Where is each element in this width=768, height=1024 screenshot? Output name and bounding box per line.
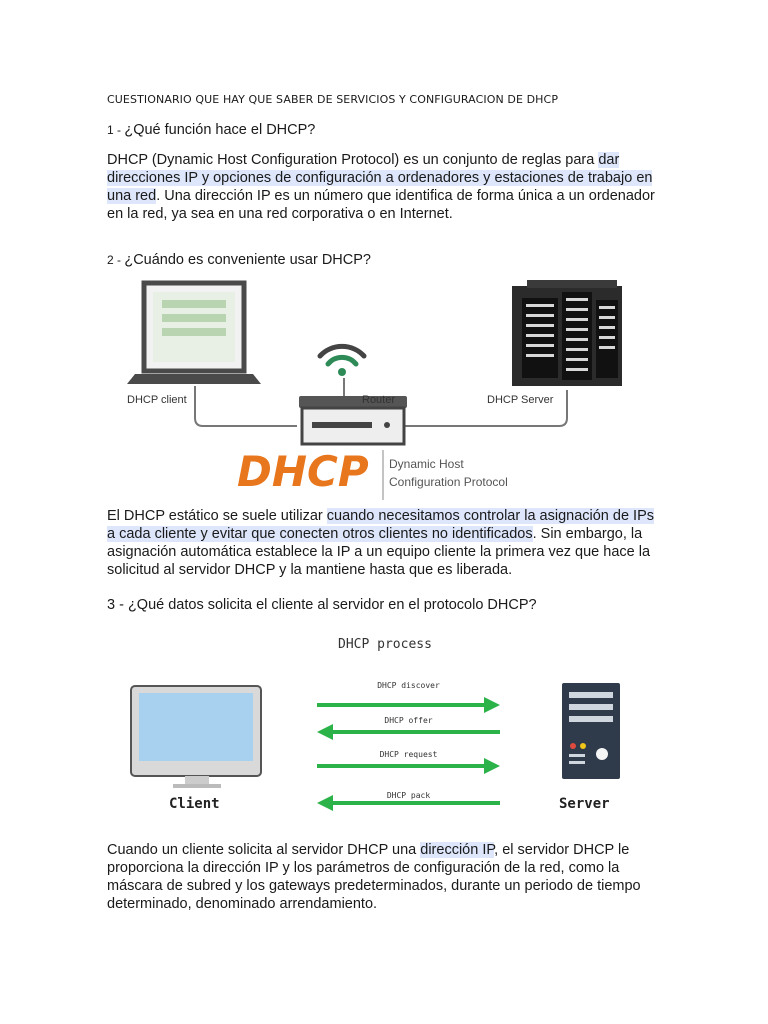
client-monitor-icon: [131, 686, 261, 788]
dhcp-step-label: DHCP discover: [377, 681, 440, 690]
dhcp-client-label: DHCP client: [127, 394, 187, 406]
question-1: [107, 122, 315, 138]
dhcp-message-arrows: [317, 681, 500, 811]
dhcp-step-arrow: [317, 750, 500, 774]
question-1-text: ¿Qué función hace el DHCP?: [124, 122, 316, 138]
dhcp-network-figure: [107, 278, 663, 504]
answer-2: [107, 507, 663, 579]
dhcp-server-label: DHCP Server: [487, 394, 554, 406]
answer-3-text-start: Cuando un cliente solicita al servidor DHCP una: [107, 842, 421, 858]
arrow-left-icon: [317, 795, 333, 811]
arrow-left-icon: [317, 724, 333, 740]
answer-3-text-end: , el servidor DHCP le proporciona la dirección IP y los parámetros de configuración de la red, como la máscara de subred y los gateways predeterminados, durante un periodo de tiempo determinado, denominado arrendamiento.: [107, 842, 641, 912]
dhcp-process-figure: [107, 628, 663, 818]
arrow-right-icon: [484, 758, 500, 774]
question-2-number: 2 -: [107, 253, 125, 267]
dhcp-step-arrow: [317, 681, 500, 713]
document-title: CUESTIONARIO QUE HAY QUE SABER DE SERVICIOS Y CONFIGURACION DE DHCP: [107, 93, 559, 106]
client-label: Client: [169, 796, 220, 812]
dhcp-step-arrow: [317, 716, 500, 740]
logo-subtitle-line1: Dynamic Host: [389, 457, 464, 471]
answer-1: [107, 151, 663, 223]
answer-2-highlight: cuando necesitamos controlar la asignación de IPs a cada cliente y evitar que conecten otros clientes no identificados: [107, 508, 654, 542]
answer-3: [107, 841, 663, 913]
question-3: 3 - ¿Qué datos solicita el cliente al servidor en el protocolo DHCP?: [107, 597, 537, 613]
dhcp-network-diagram: [107, 278, 663, 504]
dhcp-process-title: DHCP process: [338, 637, 432, 652]
answer-2-text-start: El DHCP estático se suele utilizar: [107, 508, 327, 524]
server-rack-icon: [512, 280, 622, 386]
question-2: [107, 252, 371, 268]
question-2-text: ¿Cuándo es conveniente usar DHCP?: [124, 252, 371, 268]
dhcp-step-label: DHCP request: [379, 750, 438, 759]
wifi-signal-icon: [320, 346, 364, 376]
server-tower-icon: [562, 683, 620, 779]
dhcp-process-diagram: [107, 628, 663, 818]
answer-3-highlight: dirección IP: [420, 842, 495, 858]
answer-1-text-end: . Una dirección IP es un número que identifica de forma única a un ordenador en la red, ya sea en una red corporativa o en Internet.: [107, 188, 655, 222]
dhcp-step-label: DHCP pack: [386, 791, 431, 800]
question-1-number: 1 -: [107, 123, 125, 137]
answer-1-text-start: DHCP (Dynamic Host Configuration Protocol) es un conjunto de reglas para: [107, 152, 599, 168]
dhcp-step-arrow: [317, 791, 500, 811]
answer-2-text-end: . Sin embargo, la asignación automática establece la IP a un equipo cliente la primera vez que hace la solicitud al servidor DHCP y la mantiene hasta que es liberada.: [107, 526, 651, 578]
answer-1-highlight: dar direcciones IP y opciones de configuración a ordenadores y estaciones de trabajo en una red: [107, 152, 653, 204]
dhcp-step-label: DHCP offer: [384, 716, 433, 725]
arrow-right-icon: [484, 697, 500, 713]
server-label: Server: [559, 796, 610, 812]
router-label: Router: [362, 394, 396, 406]
dhcp-logo-text: DHCP: [237, 447, 369, 496]
laptop-icon: [127, 283, 261, 384]
logo-subtitle-line2: Configuration Protocol: [389, 475, 508, 489]
